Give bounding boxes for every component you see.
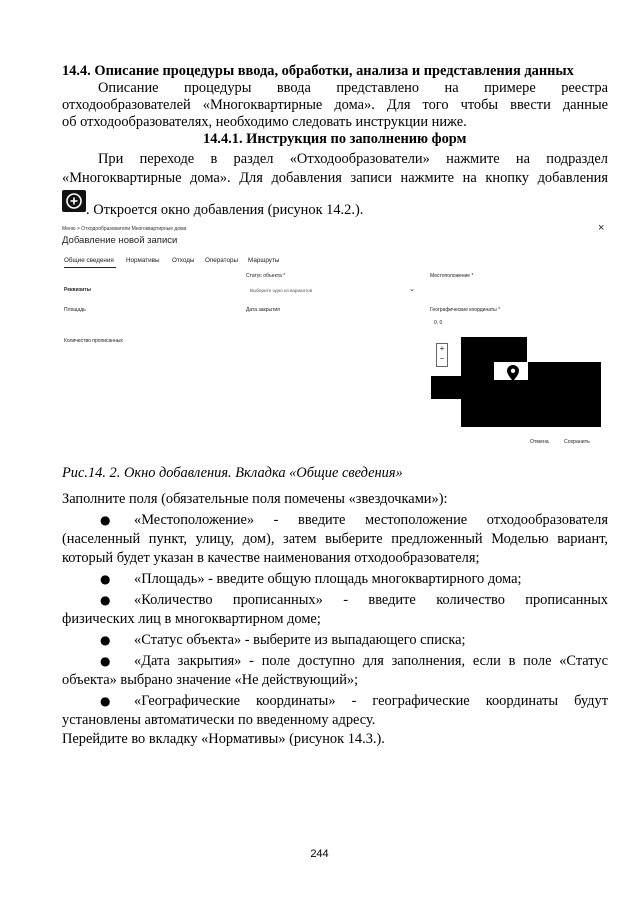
page-number: 244 [310,848,329,860]
zoom-in-icon[interactable]: + [439,344,445,353]
instr-line-1: При переходе в раздел «Отходообразователи» нажмите на подраздел [98,151,608,167]
location-label: Местоположение * [430,273,474,279]
intro-line-3: об отходообразователях, необходимо следовать инструкции ниже. [62,114,467,130]
bullet-4: «Статус объекта» - выберите из выпадающего списка; [134,632,466,648]
fill-intro: Заполните поля (обязательные поля помечены «звездочками»): [62,491,448,507]
bullet-1-line-2: (населенный пункт, улицу, дом), затем выберите предложенный Моделью вариант, [62,531,608,547]
bullet-1-line-3: который будет указан в качестве наименования отходообразователя; [62,550,480,566]
map-tile [461,399,601,427]
breadcrumb[interactable]: Меню > Отходообразователи Многоквартирные дома [62,226,187,232]
instr-line-3: . Откроется окно добавления (рисунок 14.2.). [86,202,364,218]
bullet-3-line-1: «Количество прописанных» - введите количество прописанных [134,592,608,608]
geo-value: 0, 0 [434,320,443,326]
bullet-marker: ● [100,694,111,708]
tab-norms[interactable]: Нормативы [126,257,160,264]
intro-line-2: отходообразователей «Многоквартирные дома». Для того чтобы ввести данные [62,97,608,113]
chevron-down-icon[interactable]: ⌄ [409,286,415,293]
map-zoom-control[interactable] [436,343,448,367]
bullet-1-line-1: «Местоположение» - введите местоположение отходообразователя [134,512,608,528]
bullet-3-line-2: физических лиц в многоквартирном доме; [62,611,321,627]
tab-operators[interactable]: Операторы [205,257,239,264]
save-button[interactable]: Сохранить [564,439,590,445]
map-tile [528,362,601,376]
status-select[interactable]: Выберите одно из вариантов [250,288,313,293]
cancel-button[interactable]: Отмена [530,439,549,445]
bullet-6-line-2: установлены автоматически по введенному адресу. [62,712,376,728]
figure-caption: Рис.14. 2. Окно добавления. Вкладка «Общие сведения» [62,465,403,481]
bullet-marker: ● [100,513,111,527]
instr-line-2: «Многоквартирные дома». Для добавления записи нажмите на кнопку добавления [62,170,608,186]
tab-general[interactable]: Общие сведения [64,257,114,264]
dialog-title: Добавление новой записи [62,235,178,246]
map-marker-icon[interactable] [507,365,519,381]
tab-routes[interactable]: Маршруты [248,257,280,264]
subheading: 14.4.1. Инструкция по заполнению форм [203,131,467,147]
close-icon[interactable]: × [598,222,605,234]
bullet-marker: ● [100,633,111,647]
bullet-2: «Площадь» - введите общую площадь многоквартирного дома; [134,571,522,587]
geo-label: Географические координаты * [430,307,501,313]
active-tab-underline [64,267,116,268]
section-heading: 14.4. Описание процедуры ввода, обработки, анализа и представления данных [62,63,574,79]
intro-line-1: Описание процедуры ввода представлено на примере реестра [98,80,608,96]
figure-add-dialog [62,222,610,452]
residents-label: Количество прописанных [64,338,123,344]
area-label: Площадь [64,307,86,313]
tab-waste[interactable]: Отходы [172,257,195,264]
bullet-5-line-1: «Дата закрытия» - поле доступно для заполнения, если в поле «Статус [134,653,608,669]
bullet-marker: ● [100,593,111,607]
bullet-6-line-1: «Географические координаты» - географические координаты будут [134,693,608,709]
zoom-out-icon[interactable]: − [439,354,445,363]
bullet-marker: ● [100,572,111,586]
requisites-label: Реквизиты [64,287,91,293]
status-label: Статус объекта * [246,273,286,279]
bullet-marker: ● [100,654,111,668]
outro: Перейдите во вкладку «Нормативы» (рисунок 14.3.). [62,731,385,747]
close-date-label: Дата закрытия [246,307,280,313]
add-circle-icon [62,190,86,212]
bullet-5-line-2: объекта» выбрано значение «Не действующий»; [62,672,359,688]
